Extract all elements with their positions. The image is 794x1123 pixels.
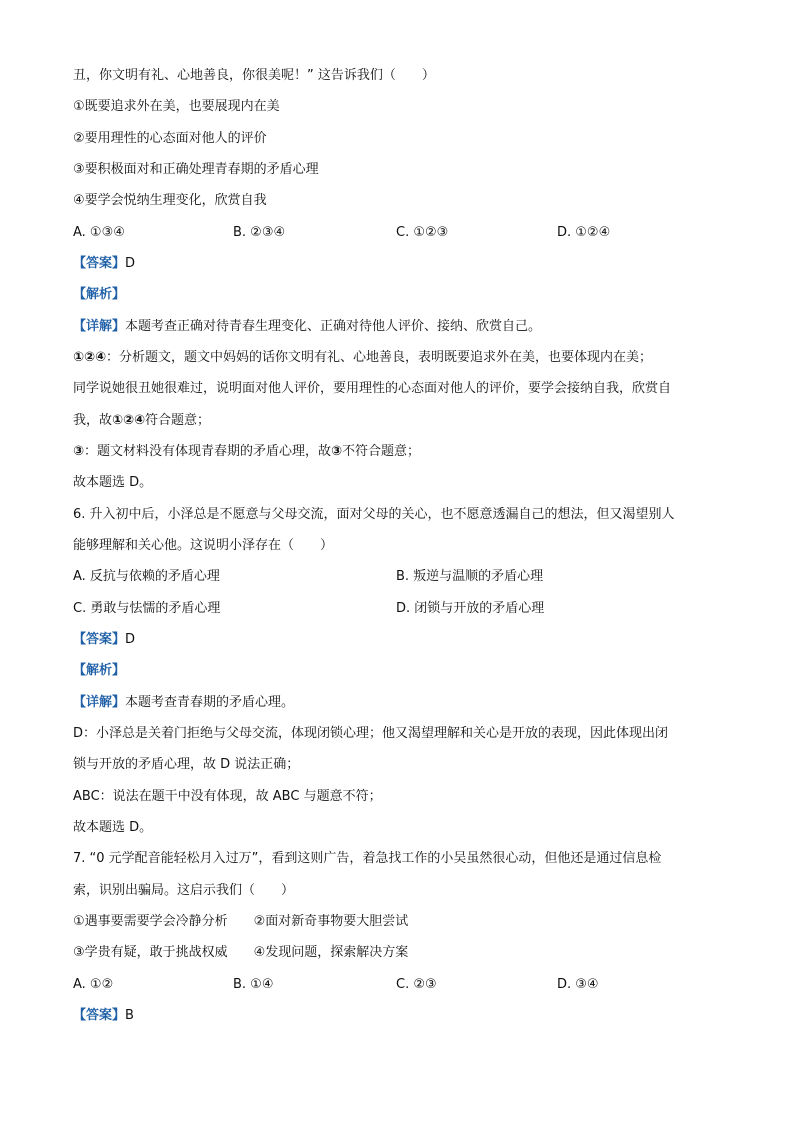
q6-conclusion: 故本题选 D。 <box>73 820 153 835</box>
q6-option-d: D. 闭锁与开放的矛盾心理 <box>396 601 545 616</box>
q7-stem-line-2: 索，识别出骗局。这启示我们（ ） <box>73 883 295 898</box>
q6-explanation-1-line-2: 锁与开放的矛盾心理，故 D 说法正确； <box>73 757 300 772</box>
explanation-marks: ①②④ <box>112 413 146 428</box>
q6-answer <box>73 631 135 649</box>
q6-stem-line-1: 6. 升入初中后，小泽总是不愿意与父母交流，面对父母的关心，也不愿意透漏自己的想法，但又渴望别人 <box>73 507 675 522</box>
q7-option-c: C. ②③ <box>396 977 437 992</box>
q6-explanation-1-line-1: D：小泽总是关着门拒绝与父母交流，体现闭锁心理；他又渴望理解和关心是开放的表现，因此体现出闭 <box>73 726 669 741</box>
q5-statement-1: ①既要追求外在美，也要展现内在美 <box>73 99 280 114</box>
q6-stem-line-2: 能够理解和关心他。这说明小泽存在（ ） <box>73 538 334 553</box>
explanation-text: 符合题意； <box>145 413 211 428</box>
q6-option-c: C. 勇敢与怯懦的矛盾心理 <box>73 601 221 616</box>
answer-tag: 【答案】 <box>73 256 126 271</box>
q5-option-c: C. ①②③ <box>396 225 449 240</box>
explanation-text: ：分析题文，题文中妈妈的话你文明有礼、心地善良，表明既要追求外在美，也要体现内在美； <box>106 350 653 365</box>
explanation-text: ：题文材料没有体现青春期的矛盾心理，故 <box>84 444 332 459</box>
q5-stem-tail: 丑，你文明有礼、心地善良，你很美呢！” 这告诉我们（ ） <box>73 68 435 83</box>
q7-answer <box>73 1007 134 1025</box>
analysis-tag: 【解析】 <box>73 287 126 302</box>
explanation-marks: ③ <box>331 444 343 459</box>
q5-explanation-1-line-1 <box>73 349 652 367</box>
answer-value: D <box>125 256 136 271</box>
q6-option-a: A. 反抗与依赖的矛盾心理 <box>73 569 220 584</box>
q7-stem-line-1: 7. “0 元学配音能轻松月入过万”，看到这则广告，着急找工作的小吴虽然很心动，但他还是通过信息检 <box>73 851 662 866</box>
q6-analysis-tag <box>73 662 125 680</box>
q5-detail <box>73 318 541 336</box>
q5-statement-2: ②要用理性的心态面对他人的评价 <box>73 131 267 146</box>
answer-value: D <box>125 632 136 647</box>
detail-text: 本题考查青春期的矛盾心理。 <box>125 695 295 710</box>
explanation-prefix: ①②④ <box>73 350 107 365</box>
q5-option-a: A. ①③④ <box>73 225 125 240</box>
q7-option-d: D. ③④ <box>557 977 599 992</box>
q5-explanation-1-line-2: 同学说她很丑她很难过，说明面对他人评价，要用理性的心态面对他人的评价，要学会接纳自我，欣赏自 <box>73 381 672 396</box>
q5-conclusion: 故本题选 D。 <box>73 475 153 490</box>
explanation-text: 不符合题意； <box>342 444 421 459</box>
analysis-tag: 【解析】 <box>73 663 126 678</box>
answer-tag: 【答案】 <box>73 632 126 647</box>
q7-statements-line-1: ①遇事要需要学会冷静分析 ②面对新奇事物要大胆尝试 <box>73 914 409 929</box>
q5-statement-4: ④要学会悦纳生理变化，欣赏自我 <box>73 193 267 208</box>
q5-option-d: D. ①②④ <box>557 225 611 240</box>
q7-option-a: A. ①② <box>73 977 114 992</box>
q5-answer <box>73 255 135 273</box>
q6-explanation-2: ABC：说法在题干中没有体现，故 ABC 与题意不符； <box>73 789 382 804</box>
answer-tag: 【答案】 <box>73 1008 126 1023</box>
explanation-text: 我，故 <box>73 413 113 428</box>
answer-value: B <box>125 1008 134 1023</box>
q7-option-b: B. ①④ <box>233 977 274 992</box>
explanation-prefix: ③ <box>73 444 85 459</box>
detail-text: 本题考查正确对待青春生理变化、正确对待他人评价、接纳、欣赏自己。 <box>125 319 542 334</box>
q5-analysis-tag <box>73 286 125 304</box>
q5-option-b: B. ②③④ <box>233 225 286 240</box>
detail-tag: 【详解】 <box>73 319 126 334</box>
detail-tag: 【详解】 <box>73 695 126 710</box>
q6-option-b: B. 叛逆与温顺的矛盾心理 <box>396 569 544 584</box>
q5-statement-3: ③要积极面对和正确处理青春期的矛盾心理 <box>73 162 319 177</box>
q5-explanation-2 <box>73 443 420 461</box>
q6-detail <box>73 694 294 712</box>
q7-statements-line-2: ③学贵有疑，敢于挑战权威 ④发现问题，探索解决方案 <box>73 945 409 960</box>
q5-explanation-1-line-3 <box>73 412 210 430</box>
